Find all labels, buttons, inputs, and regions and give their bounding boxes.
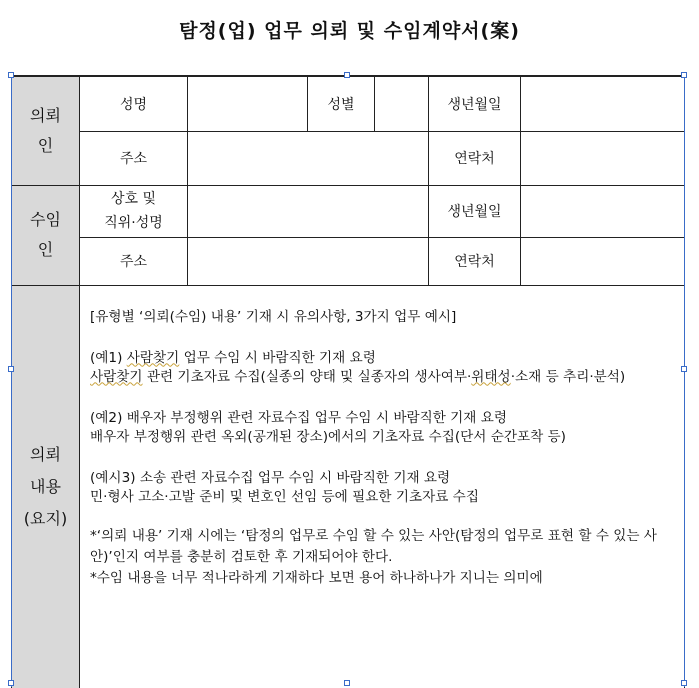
example-2-title: (예2) 배우자 부정행위 관련 자료수집 업무 수임 시 바람직한 기재 요령 [90,409,508,426]
example-1-title [90,349,676,368]
request-header-label: 의뢰 내용 (요지) [23,444,68,528]
resize-handle-bottom-left[interactable] [8,680,14,686]
agent-address-label: 주소 [80,237,188,285]
agent-birth-field[interactable] [521,185,685,237]
example-1-body [90,368,676,387]
agent-header-label: 수임 인 [30,210,61,259]
agent-contact-field[interactable] [521,237,685,285]
agent-business-field[interactable] [188,185,429,237]
example-1-body-end: ·소재 등 추리·분석) [510,368,626,385]
selection-frame-left [11,75,12,687]
request-content-field[interactable] [80,285,685,688]
client-birth-field[interactable] [521,76,685,131]
agent-birth-label: 생년월일 [429,185,521,237]
document-title: 탐정(업) 업무 의뢰 및 수임계약서(案) [179,20,520,42]
request-row [12,285,685,688]
example-3-title: (예시3) 소송 관련 자료수집 업무 수임 시 바람직한 기재 요령 [90,469,451,486]
client-contact-label: 연락처 [429,131,521,185]
client-row-2 [12,131,685,185]
client-row-1 [12,76,685,131]
client-header-label: 의뢰 인 [30,105,61,155]
client-name-field[interactable] [188,76,308,131]
client-address-label: 주소 [80,131,188,185]
resize-handle-top-right[interactable] [681,72,687,78]
client-header [12,76,80,185]
agent-address-field[interactable] [188,237,429,285]
request-content [80,286,684,686]
resize-handle-top-center[interactable] [344,72,350,78]
note-1: *‘의뢰 내용’ 기재 시에는 ‘탐정의 업무로 수임 할 수 있는 사안(탐정의 업무로 표현 할 수 있는 사안)’인지 여부를 충분히 검토한 후 기재되어야 한다. [90,527,657,565]
agent-business-label [80,185,188,237]
client-contact-field[interactable] [521,131,685,185]
client-gender-field[interactable] [375,76,429,131]
example-1-body-underlined-2: 위태성 [471,368,511,385]
example-1-body-underlined: 사람찾기 [90,368,143,385]
request-intro: [유형별 ‘의뢰(수임) 내용’ 기재 시 유의사항, 3가지 업무 예시] [90,308,457,325]
example-2-body: 배우자 부정행위 관련 옥외(공개된 장소)에서의 기초자료 수집(단서 순간포착 등) [90,428,566,445]
agent-business-label-text: 상호 및 직위·성명 [104,191,163,231]
example-1-title-prefix: (예1) [90,349,127,366]
client-gender-label: 성별 [308,76,375,131]
resize-handle-top-left[interactable] [8,72,14,78]
example-3-body: 민·형사 고소·고발 준비 및 변호인 선임 등에 필요한 기초자료 수집 [90,488,479,505]
contract-table [11,75,685,688]
client-birth-label: 생년월일 [429,76,521,131]
example-1-title-suffix: 업무 수임 시 바람직한 기재 요령 [179,349,376,366]
client-address-field[interactable] [188,131,429,185]
example-1-body-mid: 관련 기초자료 수집(실종의 양태 및 실종자의 생사여부· [142,368,472,385]
client-name-label: 성명 [80,76,188,131]
resize-handle-bottom-center[interactable] [344,680,350,686]
agent-row-1 [12,185,685,237]
resize-handle-middle-right[interactable] [681,366,687,372]
request-header [12,285,80,688]
agent-contact-label: 연락처 [429,237,521,285]
resize-handle-bottom-right[interactable] [681,680,687,686]
example-1-title-underlined: 사람찾기 [126,349,180,366]
agent-header [12,185,80,285]
note-2: *수임 내용을 너무 적나라하게 기재하다 보면 용어 하나하나가 지니는 의미에 [90,569,543,586]
agent-row-2 [12,237,685,285]
resize-handle-middle-left[interactable] [8,366,14,372]
selection-frame-right [684,75,685,687]
